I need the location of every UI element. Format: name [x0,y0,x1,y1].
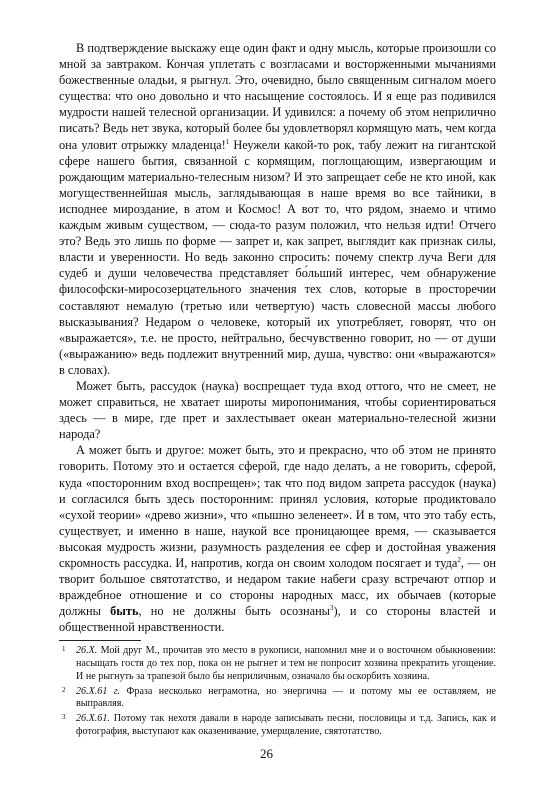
footnote-ref-2: 2 [457,555,461,564]
footnote-ref-3: 3 [329,604,334,613]
footnote-ref-1: 1 [225,137,230,146]
footnote-2 [59,686,496,711]
paragraph-1-text-a: В подтверждение выскажу еще один факт и одну мысль, которые произошли со мной за завтраком. Кончая уплетать с возгласами и восторженными мычаниями божественные оладьи, я рыгнул. Это, очевидно, было священным сигналом моего существа: что оно довольно и что насыщение состоялось. И я еще раз подивился мудрости нашей телесной организации. И удивился: а почему об этом неприлично писать? Ведь нет звука, который более бы удовлетворял кормящую мать, чем когда она уловит отрыжку младенца! [59,41,496,152]
footnote-2-date: 26.X.61 г. [76,685,121,697]
footnote-3-date: 26.X.61. [76,712,110,724]
footnote-2-text: Фраза несколько неграмотна, но энергична — и потому мы ее оставляем, не выправляя. [76,685,496,710]
paragraph-3-text-a: А может быть и другое: может быть, это и прекрасно, что об этом не принято говорить. Потому это и остается сферой, где надо делать, а не говорить, сферой, куда «посторонним вход воспрещен»; так что под видом запрета рассудок (наука) и согласился быть здесь посторонним: принял условия, которые продиктовало «сухой теории» «древо жизни», что «пышно зеленеет». И в том, что это табу есть, существует, и именно в наше, наукой все проницающее время, — сказывается высокая мудрость жизни, разумность разделения ее сфер и достойная уважения скромность рассудка. И, напротив, когда он своим холодом посягает и туда [59,443,496,570]
paragraph-3 [59,442,496,635]
footnote-2-number: 2 [62,685,66,694]
footnote-3-text: Потому так нехотя давали в народе записывать песни, пословицы и т.д. Запись, как и фотография, выступают как оказенивание, умерщвление, святотатство. [76,712,496,737]
footnote-3-number: 3 [62,712,66,721]
page-number: 26 [260,746,273,761]
footnote-divider [59,640,141,641]
footnote-1 [59,645,496,683]
footnote-1-date: 26.X. [76,645,98,657]
paragraph-2 [59,378,496,442]
paragraph-3-text-b: , — он творит большое святотатство, и недаром такие набеги сразу встречают отпор и враждебное отношение и со стороны народных масс, их обычаев (которые должны [59,556,496,619]
paragraph-3-text-d: ), и со стороны властей и общественной нравственности. [59,604,496,635]
footnote-1-number: 1 [62,645,66,654]
footnote-3 [59,713,496,738]
paragraph-3-bold-word: быть [110,604,139,619]
paragraph-1-text-b: Неужели какой-то рок, табу лежит на гигантской сфере нашего бытия, связанной с кормящим, поглощающим, извергающим и рождающим материально-телесным низом? И это запрещает себе не кто иной, как могущественнейшая мысль, заглядывающая в наше время во все тайники, в исподнее мироздание, в атом и Космос! А вот то, что рядом, знаемо и чтимо каждым живым существом, — сюда-то разум положил, что нельзя идти! Отчего это? Ведь это лишь по форме — запрет и, как запрет, выглядит как признак силы, власти и уверенности. Но ведь законно спросить: почему спектр луча Веги для судеб и души человечества представляет бо́льший интерес, чем обнаружение философски-миросозерцательного значения тех слов, которые в просторечии составляют немалую (третью или четвертую) часть словесной массы любого высказывания? Недаром о человеке, который их употребляет, говорят, что он «выражается», т.е. не просто, нейтрально, бесчувственно говорит, но — от души («выражанию» ведь подлежит внутренний мир, душа, чувство: они «выражаются» в словах). [59,137,497,377]
paragraph-2-text: Может быть, рассудок (наука) воспрещает туда вход оттого, что не смеет, не может справиться, не хватает широты миропонимания, чтобы сориентироваться здесь — в мире, где прет и захлестывает океан материально-телесной жизни народа? [59,378,496,442]
footnote-1-text: Мой друг М., прочитав это место в рукописи, напомнил мне и о восточном обыкновении: насыщать гостя до тех пор, пока он не рыгнет и тем не попросит хозяина прекратить угощение. И не рыгнуть за трапезой было бы неприличным, означало бы оскорбить хозяина. [76,645,496,682]
page-text-block [59,40,496,738]
paragraph-3-text-c: , но не должны быть осознаны [138,604,330,619]
paragraph-1 [59,40,496,378]
